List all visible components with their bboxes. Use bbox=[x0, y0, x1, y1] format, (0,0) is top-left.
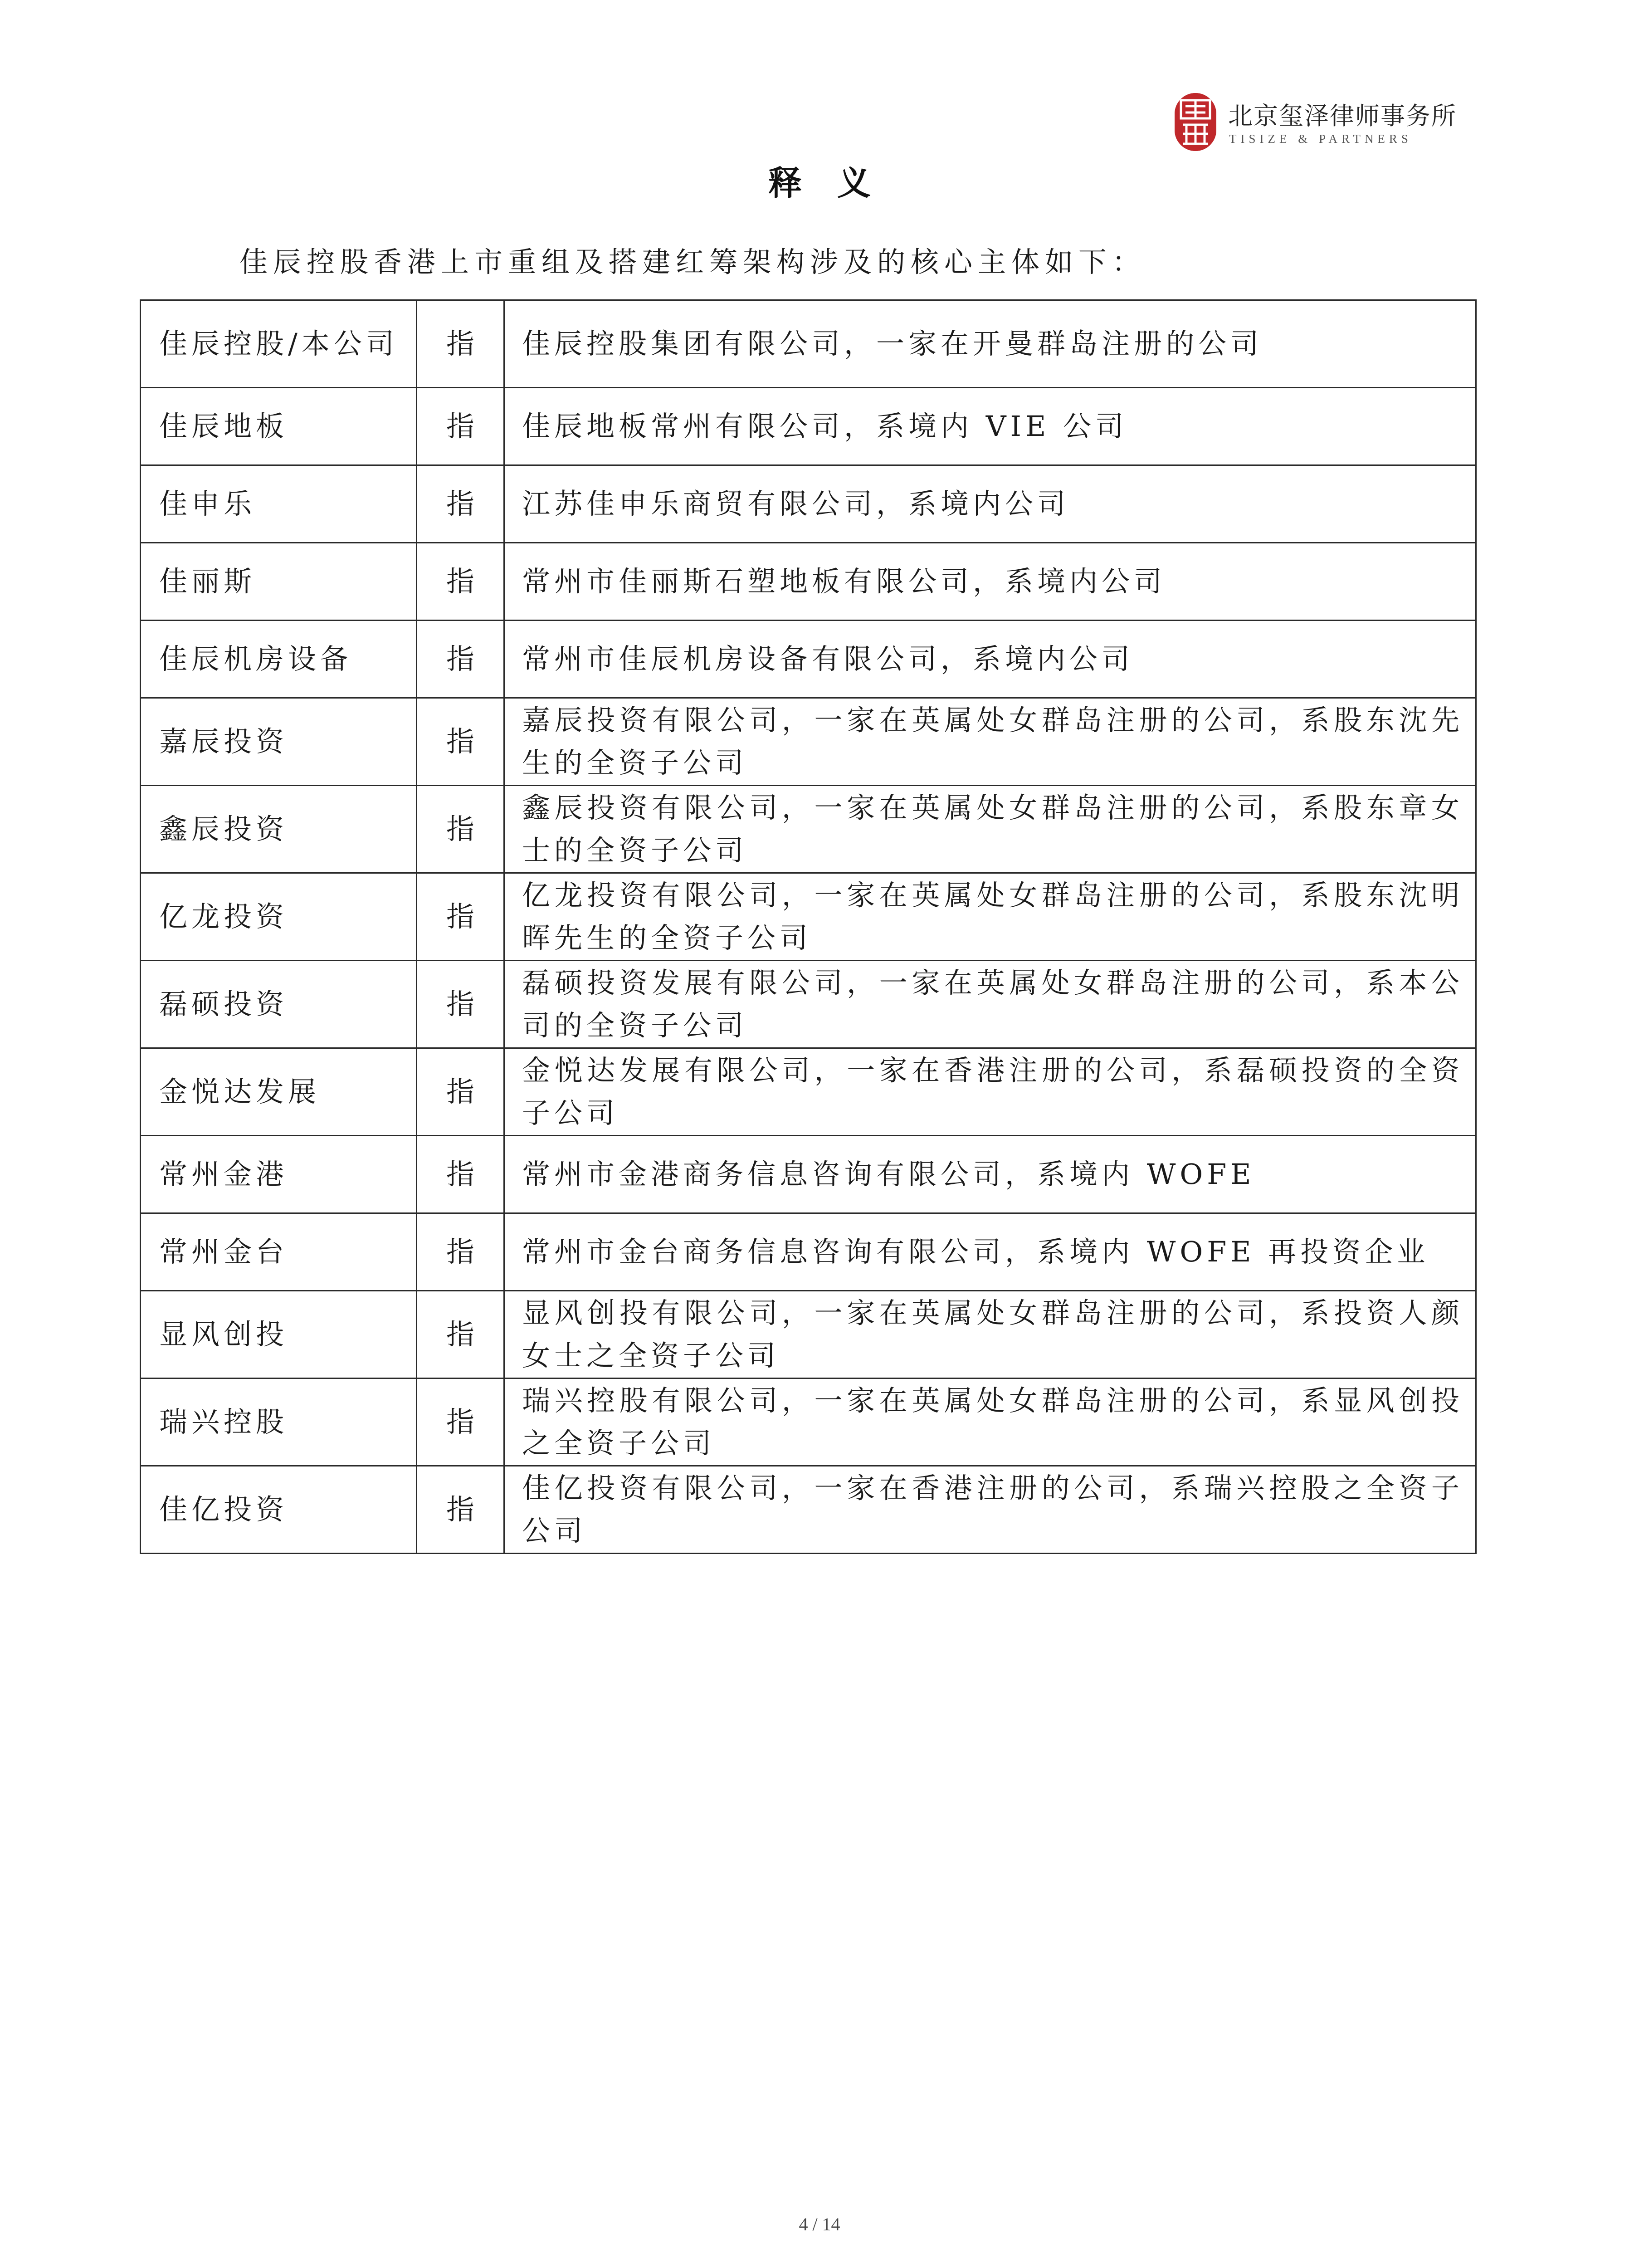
term-cell: 常州金台 bbox=[141, 1213, 417, 1291]
desc-cell: 瑞兴控股有限公司，一家在英属处女群岛注册的公司，系显风创投之全资子公司 bbox=[504, 1378, 1476, 1466]
ref-cell: 指 bbox=[417, 961, 504, 1048]
desc-cell: 佳辰地板常州有限公司，系境内 VIE 公司 bbox=[504, 388, 1476, 465]
desc-cell: 常州市佳辰机房设备有限公司，系境内公司 bbox=[504, 621, 1476, 698]
desc-cell: 嘉辰投资有限公司，一家在英属处女群岛注册的公司，系股东沈先生的全资子公司 bbox=[504, 698, 1476, 786]
table-row bbox=[141, 786, 1476, 873]
table-row bbox=[141, 1466, 1476, 1554]
desc-cell: 亿龙投资有限公司，一家在英属处女群岛注册的公司，系股东沈明晖先生的全资子公司 bbox=[504, 873, 1476, 961]
firm-logo bbox=[1175, 93, 1465, 156]
desc-cell: 常州市佳丽斯石塑地板有限公司，系境内公司 bbox=[504, 543, 1476, 621]
table-row bbox=[141, 300, 1476, 388]
desc-cell: 常州市金港商务信息咨询有限公司，系境内 WOFE bbox=[504, 1136, 1476, 1213]
table-row bbox=[141, 873, 1476, 961]
intro-paragraph: 佳辰控股香港上市重组及搭建红筹架构涉及的核心主体如下： bbox=[239, 245, 1146, 279]
term-cell: 嘉辰投资 bbox=[141, 698, 417, 786]
term-cell: 佳辰地板 bbox=[141, 388, 417, 465]
table-row bbox=[141, 1048, 1476, 1136]
ref-cell: 指 bbox=[417, 1213, 504, 1291]
desc-cell: 佳亿投资有限公司，一家在香港注册的公司，系瑞兴控股之全资子公司 bbox=[504, 1466, 1476, 1554]
table-row bbox=[141, 388, 1476, 465]
page-title: 释义 bbox=[768, 164, 906, 203]
table-row bbox=[141, 961, 1476, 1048]
definitions-table bbox=[140, 299, 1477, 1554]
table-row bbox=[141, 1378, 1476, 1466]
desc-cell: 金悦达发展有限公司，一家在香港注册的公司，系磊硕投资的全资子公司 bbox=[504, 1048, 1476, 1136]
page-number: 4 / 14 bbox=[799, 2214, 840, 2234]
term-cell: 佳丽斯 bbox=[141, 543, 417, 621]
seal-icon bbox=[1175, 93, 1216, 151]
term-cell: 亿龙投资 bbox=[141, 873, 417, 961]
ref-cell: 指 bbox=[417, 786, 504, 873]
table-row bbox=[141, 1136, 1476, 1213]
ref-cell: 指 bbox=[417, 1378, 504, 1466]
table-row bbox=[141, 543, 1476, 621]
table-row bbox=[141, 1213, 1476, 1291]
term-cell: 瑞兴控股 bbox=[141, 1378, 417, 1466]
table-row bbox=[141, 1291, 1476, 1378]
term-cell: 佳辰机房设备 bbox=[141, 621, 417, 698]
table-row bbox=[141, 621, 1476, 698]
term-cell: 常州金港 bbox=[141, 1136, 417, 1213]
ref-cell: 指 bbox=[417, 1136, 504, 1213]
ref-cell: 指 bbox=[417, 1466, 504, 1554]
ref-cell: 指 bbox=[417, 300, 504, 388]
table-row bbox=[141, 465, 1476, 543]
term-cell: 磊硕投资 bbox=[141, 961, 417, 1048]
firm-name-cn: 北京玺泽律师事务所 bbox=[1228, 102, 1457, 130]
ref-cell: 指 bbox=[417, 1048, 504, 1136]
ref-cell: 指 bbox=[417, 388, 504, 465]
ref-cell: 指 bbox=[417, 543, 504, 621]
term-cell: 佳辰控股/本公司 bbox=[141, 300, 417, 388]
desc-cell: 佳辰控股集团有限公司，一家在开曼群岛注册的公司 bbox=[504, 300, 1476, 388]
term-cell: 佳亿投资 bbox=[141, 1466, 417, 1554]
ref-cell: 指 bbox=[417, 621, 504, 698]
desc-cell: 常州市金台商务信息咨询有限公司，系境内 WOFE 再投资企业 bbox=[504, 1213, 1476, 1291]
ref-cell: 指 bbox=[417, 465, 504, 543]
ref-cell: 指 bbox=[417, 1291, 504, 1378]
table-row bbox=[141, 698, 1476, 786]
desc-cell: 磊硕投资发展有限公司，一家在英属处女群岛注册的公司，系本公司的全资子公司 bbox=[504, 961, 1476, 1048]
term-cell: 显风创投 bbox=[141, 1291, 417, 1378]
firm-name-en: TISIZE & PARTNERS bbox=[1229, 132, 1412, 146]
term-cell: 鑫辰投资 bbox=[141, 786, 417, 873]
ref-cell: 指 bbox=[417, 698, 504, 786]
term-cell: 佳申乐 bbox=[141, 465, 417, 543]
desc-cell: 江苏佳申乐商贸有限公司，系境内公司 bbox=[504, 465, 1476, 543]
term-cell: 金悦达发展 bbox=[141, 1048, 417, 1136]
desc-cell: 显风创投有限公司，一家在英属处女群岛注册的公司，系投资人颜女士之全资子公司 bbox=[504, 1291, 1476, 1378]
ref-cell: 指 bbox=[417, 873, 504, 961]
desc-cell: 鑫辰投资有限公司，一家在英属处女群岛注册的公司，系股东章女士的全资子公司 bbox=[504, 786, 1476, 873]
